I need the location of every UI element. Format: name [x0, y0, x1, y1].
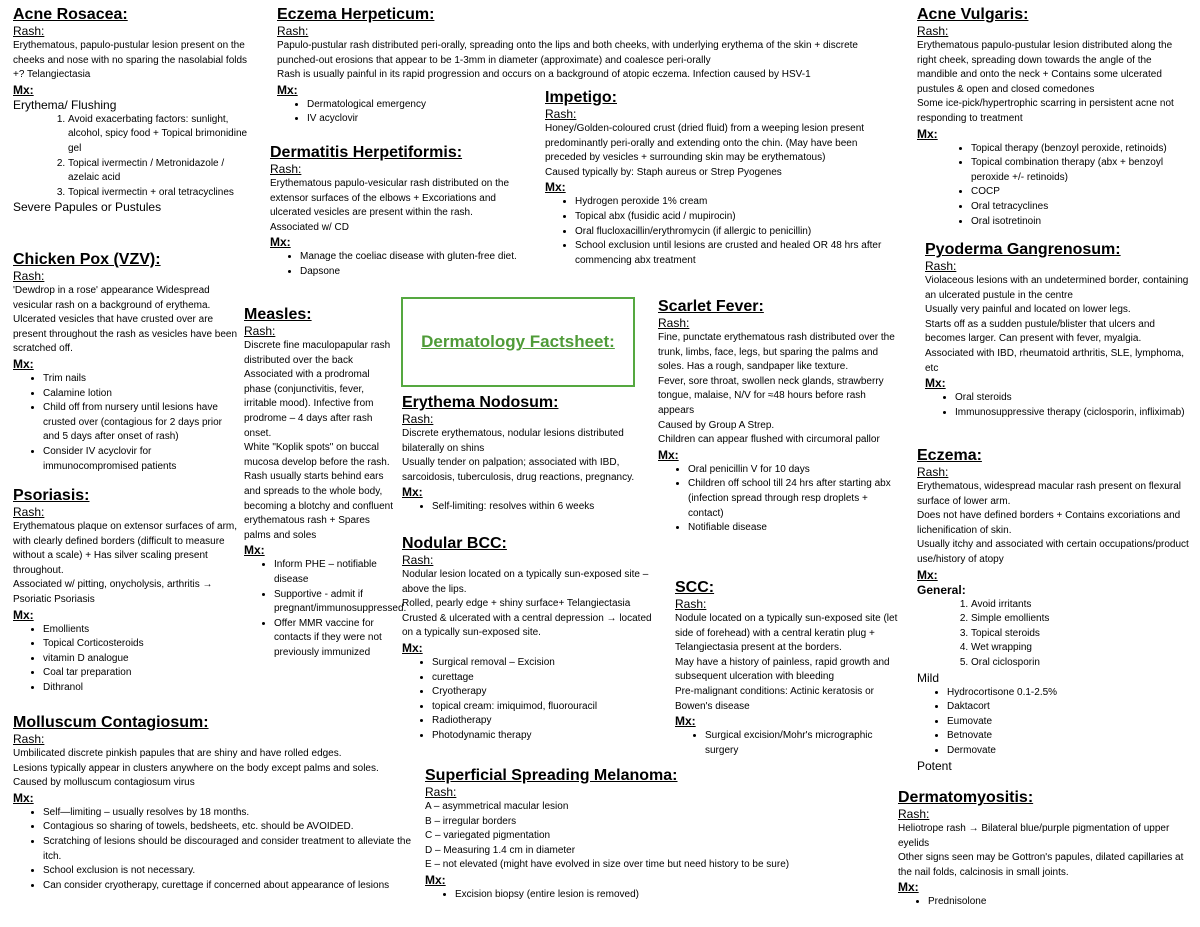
- acne-vulgaris-section: [917, 5, 1193, 229]
- section-title: Dermatomyositis:: [898, 789, 1034, 806]
- section-title: Impetigo:: [545, 89, 617, 106]
- rash-text: Caused typically by: Staph aureus or Strep Pyogenes: [545, 166, 782, 178]
- mx-label: Mx:: [13, 356, 34, 371]
- mx-label: Mx:: [925, 376, 946, 391]
- section-title: Superficial Spreading Melanoma:: [425, 767, 678, 784]
- factsheet-title: Dermatology Factsheet:: [421, 332, 615, 351]
- list-item: • Betnovate: [947, 729, 1193, 744]
- list-item: • Prednisolone: [928, 895, 1193, 910]
- rash-text: Pre-malignant conditions: Actinic keratosis or Bowen's disease: [675, 685, 874, 712]
- measles-section: [244, 305, 407, 660]
- list-item: • Oral isotretinoin: [971, 215, 1193, 230]
- list-item: • Oral steroids: [955, 391, 1193, 406]
- rash-text: May have a history of painless, rapid growth and subsequent ulceration with bleeding: [675, 656, 890, 683]
- list-item: • topical cream: imiquimod, fluorouracil: [432, 700, 654, 715]
- list-item: 2. Topical ivermectin / Metronidazole / azelaic acid: [68, 157, 253, 186]
- list-item: • Daktacort: [947, 700, 1193, 715]
- list-item: • School exclusion is not necessary.: [43, 864, 418, 879]
- list-item: • Children off school till 24 hrs after starting abx (infection spread through resp droplets + contact): [688, 477, 900, 521]
- list-item: • Photodynamic therapy: [432, 729, 654, 744]
- rash-text: Starts off as a sudden pustule/blister that ulcers and becomes larger. Can present with fever, myalgia.: [925, 318, 1155, 345]
- psoriasis-section: [13, 486, 241, 696]
- list-item: • Manage the coeliac disease with gluten-free diet.: [300, 250, 526, 265]
- list-item: • Cryotherapy: [432, 685, 654, 700]
- rash-text: Violaceous lesions with an undetermined border, containing an ulcerated pustule in the centre: [925, 275, 1189, 301]
- dermatitis-herpetiformis-section: [270, 143, 526, 280]
- rash-text: Usually itchy and associated with certain occupations/product use/history of atopy: [917, 539, 1189, 565]
- rash-label: Rash:: [898, 807, 930, 821]
- rash-text: White "Koplik spots" on buccal mucosa develop before the rash.: [244, 442, 390, 468]
- list-item: • Scratching of lesions should be discouraged and consider treatment to alleviate the itch.: [43, 835, 418, 864]
- mx-label: Mx:: [675, 714, 696, 729]
- list-item: • Dermatological emergency: [307, 98, 889, 113]
- rash-text: Caused by molluscum contagiosum virus: [13, 777, 195, 789]
- section-title: Molluscum Contagiosum:: [13, 714, 209, 731]
- list-item: • Self-limiting: resolves within 6 weeks: [432, 500, 654, 515]
- list-item: • Immunosuppressive therapy (ciclosporin, infliximab): [955, 406, 1193, 421]
- section-title: SCC:: [675, 579, 715, 596]
- list-item: 1. Avoid irritants: [971, 598, 1193, 613]
- rash-text: Children can appear flushed with circumoral pallor: [658, 434, 880, 446]
- chicken-pox-section: [13, 250, 241, 474]
- list-item: • Topical Corticosteroids: [43, 637, 241, 652]
- rash-text: Usually tender on palpation; associated with IBD, sarcoidosis, tuberculosis, drug reactions, pregnancy.: [402, 457, 635, 483]
- list-item: • Topical therapy (benzoyl peroxide, retinoids): [971, 142, 1193, 157]
- mx-label: Mx:: [402, 640, 423, 655]
- dermatomyositis-section: [898, 788, 1193, 910]
- list-item: 1. Avoid exacerbating factors: sunlight, alcohol, spicy food + Topical brimonidine gel: [68, 113, 253, 157]
- nodular-bcc-section: [402, 534, 654, 744]
- rash-label: Rash:: [277, 24, 309, 38]
- rash-label: Rash:: [13, 24, 45, 38]
- list-item: • Topical combination therapy (abx + benzoyl peroxide +/- retinoids): [971, 156, 1193, 185]
- list-item: • Contagious so sharing of towels, bedsheets, etc. should be AVOIDED.: [43, 820, 418, 835]
- mx-label: Mx:: [917, 567, 938, 582]
- section-title: Acne Vulgaris:: [917, 6, 1029, 23]
- rash-label: Rash:: [658, 316, 690, 330]
- rash-label: Rash:: [402, 412, 434, 426]
- list-item: • Can consider cryotherapy, curettage if concerned about appearance of lesions: [43, 879, 418, 894]
- rash-label: Rash:: [917, 24, 949, 38]
- rash-label: Rash:: [425, 785, 457, 799]
- list-item: • Oral penicillin V for 10 days: [688, 463, 900, 478]
- list-item: • School exclusion until lesions are crusted and healed OR 48 hrs after commencing abx treatment: [575, 239, 890, 268]
- rash-text: Fine, punctate erythematous rash distributed over the trunk, limbs, face, legs, but sparing the palms and soles. Has a rough, sandpaper like texture.: [658, 332, 895, 373]
- mx-label: Mx:: [277, 82, 298, 97]
- list-item: • Dithranol: [43, 681, 241, 696]
- rash-text: Associated with IBD, rheumatoid arthritis, SLE, lymphoma, etc: [925, 347, 1184, 374]
- mx-label: Mx:: [545, 180, 566, 195]
- list-item: 4. Wet wrapping: [971, 641, 1193, 656]
- rash-text: Honey/Golden-coloured crust (dried fluid) from a weeping lesion present predominantly peri-orally and extending onto the chin. (May have been preceded by vesicles + surrounding skin may be erythematous): [545, 123, 865, 164]
- section-title: Psoriasis:: [13, 487, 90, 504]
- rash-text: Rash usually starts behind ears and spreads to the whole body, becoming a blotchy and confluent erythematous rash + Spares palms and soles: [244, 471, 393, 541]
- list-item: • Topical abx (fusidic acid / mupirocin): [575, 210, 890, 225]
- rash-label: Rash:: [925, 259, 957, 273]
- list-item: • Child off from nursery until lesions have crusted over (contagious for 2 days prior and 5 days after onset of rash): [43, 401, 241, 445]
- abcde-line: E – not elevated (might have evolved in size over time but need history to be sure): [425, 859, 790, 871]
- list-item: • Surgical excision/Mohr's micrographic surgery: [705, 729, 903, 758]
- section-title: Chicken Pox (VZV):: [13, 251, 161, 268]
- list-item: • Calamine lotion: [43, 387, 241, 402]
- rash-label: Rash:: [13, 269, 45, 283]
- list-item: • vitamin D analogue: [43, 652, 241, 667]
- mx-label: Mx:: [244, 543, 265, 558]
- rash-text: Some ice-pick/hypertrophic scarring in persistent acne not responding to treatment: [917, 98, 1174, 124]
- list-item: • Notifiable disease: [688, 521, 900, 536]
- factsheet-title-box: [401, 297, 635, 387]
- section-title: Nodular BCC:: [402, 535, 507, 552]
- list-item: • Trim nails: [43, 372, 241, 387]
- list-item: • Coal tar preparation: [43, 666, 241, 681]
- list-item: • Offer MMR vaccine for contacts if they were not previously immunized: [274, 617, 394, 661]
- rash-label: Rash:: [545, 107, 577, 121]
- subheading: Severe Papules or Pustules: [13, 200, 162, 215]
- potent-label: Potent: [917, 758, 952, 773]
- section-title: Measles:: [244, 306, 312, 323]
- mx-label: Mx:: [270, 235, 291, 250]
- mx-label: Mx:: [13, 607, 34, 622]
- rash-text: Fever, sore throat, swollen neck glands, strawberry tongue, malaise, N/V for ≈48 hours before rash appears: [658, 375, 884, 416]
- rash-text: Heliotrope rash → Bilateral blue/purple pigmentation of upper eyelids: [898, 823, 1170, 849]
- list-item: • Oral tetracyclines: [971, 200, 1193, 215]
- section-title: Dermatitis Herpetiformis:: [270, 144, 463, 161]
- section-title: Erythema Nodosum:: [402, 394, 559, 411]
- subheading: Erythema/ Flushing: [13, 97, 117, 112]
- list-item: • Hydrocortisone 0.1-2.5%: [947, 686, 1193, 701]
- list-item: • curettage: [432, 671, 654, 686]
- rash-label: Rash:: [675, 597, 707, 611]
- abcde-line: C – variegated pigmentation: [425, 830, 551, 842]
- list-item: • Excision biopsy (entire lesion is removed): [455, 888, 810, 903]
- mx-label: Mx:: [402, 485, 423, 500]
- rash-text: Erythematous, widespread macular rash present on flexural surface of lower arm.: [917, 481, 1182, 507]
- list-item: • Dermovate: [947, 744, 1193, 759]
- list-item: 5. Oral ciclosporin: [971, 656, 1193, 671]
- abcde-line: D – Measuring 1.4 cm in diameter: [425, 844, 576, 856]
- rash-text: Erythematous plaque on extensor surfaces of arm, with clearly defined borders (difficult to measure without a scale) + Has silver scaling present throughout.: [13, 521, 238, 576]
- rash-text: Rash is usually painful in its rapid progression and occurs on a background of atopic eczema. Infection caused by HSV-1: [277, 69, 811, 81]
- list-item: • Inform PHE – notifiable disease: [274, 558, 394, 587]
- rash-text: Umbilicated discrete pinkish papules that are shiny and have rolled edges.: [13, 748, 342, 759]
- rash-text: Erythematous, papulo-pustular lesion present on the cheeks and nose with no sparing the nasolabial folds +? Telangiectasia: [13, 40, 248, 81]
- mx-label: Mx:: [658, 447, 679, 462]
- rash-label: Rash:: [13, 732, 45, 746]
- rash-text: Usually very painful and located on lower legs.: [925, 304, 1131, 316]
- section-title: Acne Rosacea:: [13, 6, 128, 23]
- list-item: • Surgical removal – Excision: [432, 656, 654, 671]
- section-title: Scarlet Fever:: [658, 298, 764, 315]
- mx-label: Mx:: [13, 82, 34, 97]
- list-item: 3. Topical ivermectin + oral tetracyclines: [68, 186, 253, 201]
- abcde-line: B – irregular borders: [425, 815, 517, 827]
- rash-text: Discrete fine maculopapular rash distributed over the back: [244, 340, 391, 366]
- rash-text: Other signs seen may be Gottron's papules, dilated capillaries at the nail folds, calcinosis in small joints.: [898, 852, 1184, 878]
- list-item: • IV acyclovir: [307, 112, 889, 127]
- scarlet-fever-section: [658, 297, 900, 536]
- rash-text: Rolled, pearly edge + shiny surface+ Telangiectasia: [402, 598, 631, 610]
- rash-label: Rash:: [244, 324, 276, 338]
- list-item: • Self—limiting – usually resolves by 18 months.: [43, 806, 418, 821]
- list-item: • Supportive - admit if pregnant/immunosuppressed.: [274, 588, 394, 617]
- rash-text: Erythematous papulo-pustular lesion distributed along the right cheek, spreading down towards the angle of the mandible and onto the neck + Contains some ulcerated pustules & open and closed comedones: [917, 40, 1173, 95]
- mx-label: Mx:: [425, 872, 446, 887]
- rash-text: Crusted & ulcerated with a central depression → located on a typically sun-exposed site.: [402, 612, 652, 639]
- association-text: Associated w/ pitting, onycholysis, arthritis → Psoriatic Psoriasis: [13, 579, 213, 605]
- general-label: General:: [917, 582, 966, 597]
- rash-label: Rash:: [402, 553, 434, 567]
- mx-label: Mx:: [917, 126, 938, 141]
- mild-label: Mild: [917, 670, 940, 685]
- impetigo-section: [545, 88, 890, 268]
- rash-text: Nodule located on a typically sun-exposed site (let side of forehead) with a central keratin plug + Telangiectasia present at the borders.: [675, 613, 898, 654]
- list-item: • Consider IV acyclovir for immunocompromised patients: [43, 445, 241, 474]
- mx-label: Mx:: [13, 790, 34, 805]
- scc-section: [675, 578, 903, 758]
- association-text: Associated w/ CD: [270, 221, 349, 233]
- rash-text: Lesions typically appear in clusters anywhere on the body except palms and soles.: [13, 762, 379, 774]
- rash-text: Caused by Group A Strep.: [658, 419, 775, 431]
- section-title: Eczema:: [917, 447, 982, 464]
- list-item: • Radiotherapy: [432, 714, 654, 729]
- mx-label: Mx:: [898, 880, 919, 895]
- pyoderma-gangrenosum-section: [925, 240, 1193, 420]
- rash-text: Papulo-pustular rash distributed peri-orally, spreading onto the lips and both cheeks, with underlying erythema of the skin + discrete punched-out erosions that appear to be 1-3mm in diameter (approximate) and coalesce peri-orally: [277, 40, 858, 66]
- rash-text: Nodular lesion located on a typically sun-exposed site – above the lips.: [402, 569, 649, 595]
- rash-text: Associated with a prodromal phase (conjunctivitis, fever, irritable mood). Infective from prodrome – 4 days after rash onset.: [244, 369, 374, 439]
- rash-text: Discrete erythematous, nodular lesions distributed bilaterally on shins: [402, 428, 624, 454]
- list-item: • Hydrogen peroxide 1% cream: [575, 195, 890, 210]
- rash-text: Does not have defined borders + Contains excoriations and lichenification of skin.: [917, 510, 1181, 536]
- list-item: • Oral flucloxacillin/erythromycin (if allergic to penicillin): [575, 225, 890, 240]
- superficial-melanoma-section: [425, 766, 810, 903]
- section-title: Pyoderma Gangrenosum:: [925, 241, 1121, 258]
- list-item: • Dapsone: [300, 265, 526, 280]
- rash-text: 'Dewdrop in a rose' appearance Widespread vesicular rash on a background of erythema. Ulcerated vesicles that have crusted over are present throughout the rash as vesicles have been scratched off.: [13, 285, 238, 355]
- molluscum-section: [13, 713, 418, 893]
- list-item: • COCP: [971, 185, 1193, 200]
- eczema-section: [917, 446, 1193, 774]
- abcde-line: A – asymmetrical macular lesion: [425, 801, 569, 812]
- rash-label: Rash:: [13, 505, 45, 519]
- rash-text: Erythematous papulo-vesicular rash distributed on the extensor surfaces of the elbows + Excoriations and ulcerated vesicles are present within the rash.: [270, 178, 510, 219]
- rash-label: Rash:: [917, 465, 949, 479]
- list-item: • Eumovate: [947, 715, 1193, 730]
- erythema-nodosum-section: [402, 393, 654, 515]
- list-item: 2. Simple emollients: [971, 612, 1193, 627]
- section-title: Eczema Herpeticum:: [277, 6, 435, 23]
- acne-rosacea-section: [13, 5, 253, 215]
- list-item: • Emollients: [43, 623, 241, 638]
- rash-label: Rash:: [270, 162, 302, 176]
- list-item: 3. Topical steroids: [971, 627, 1193, 642]
